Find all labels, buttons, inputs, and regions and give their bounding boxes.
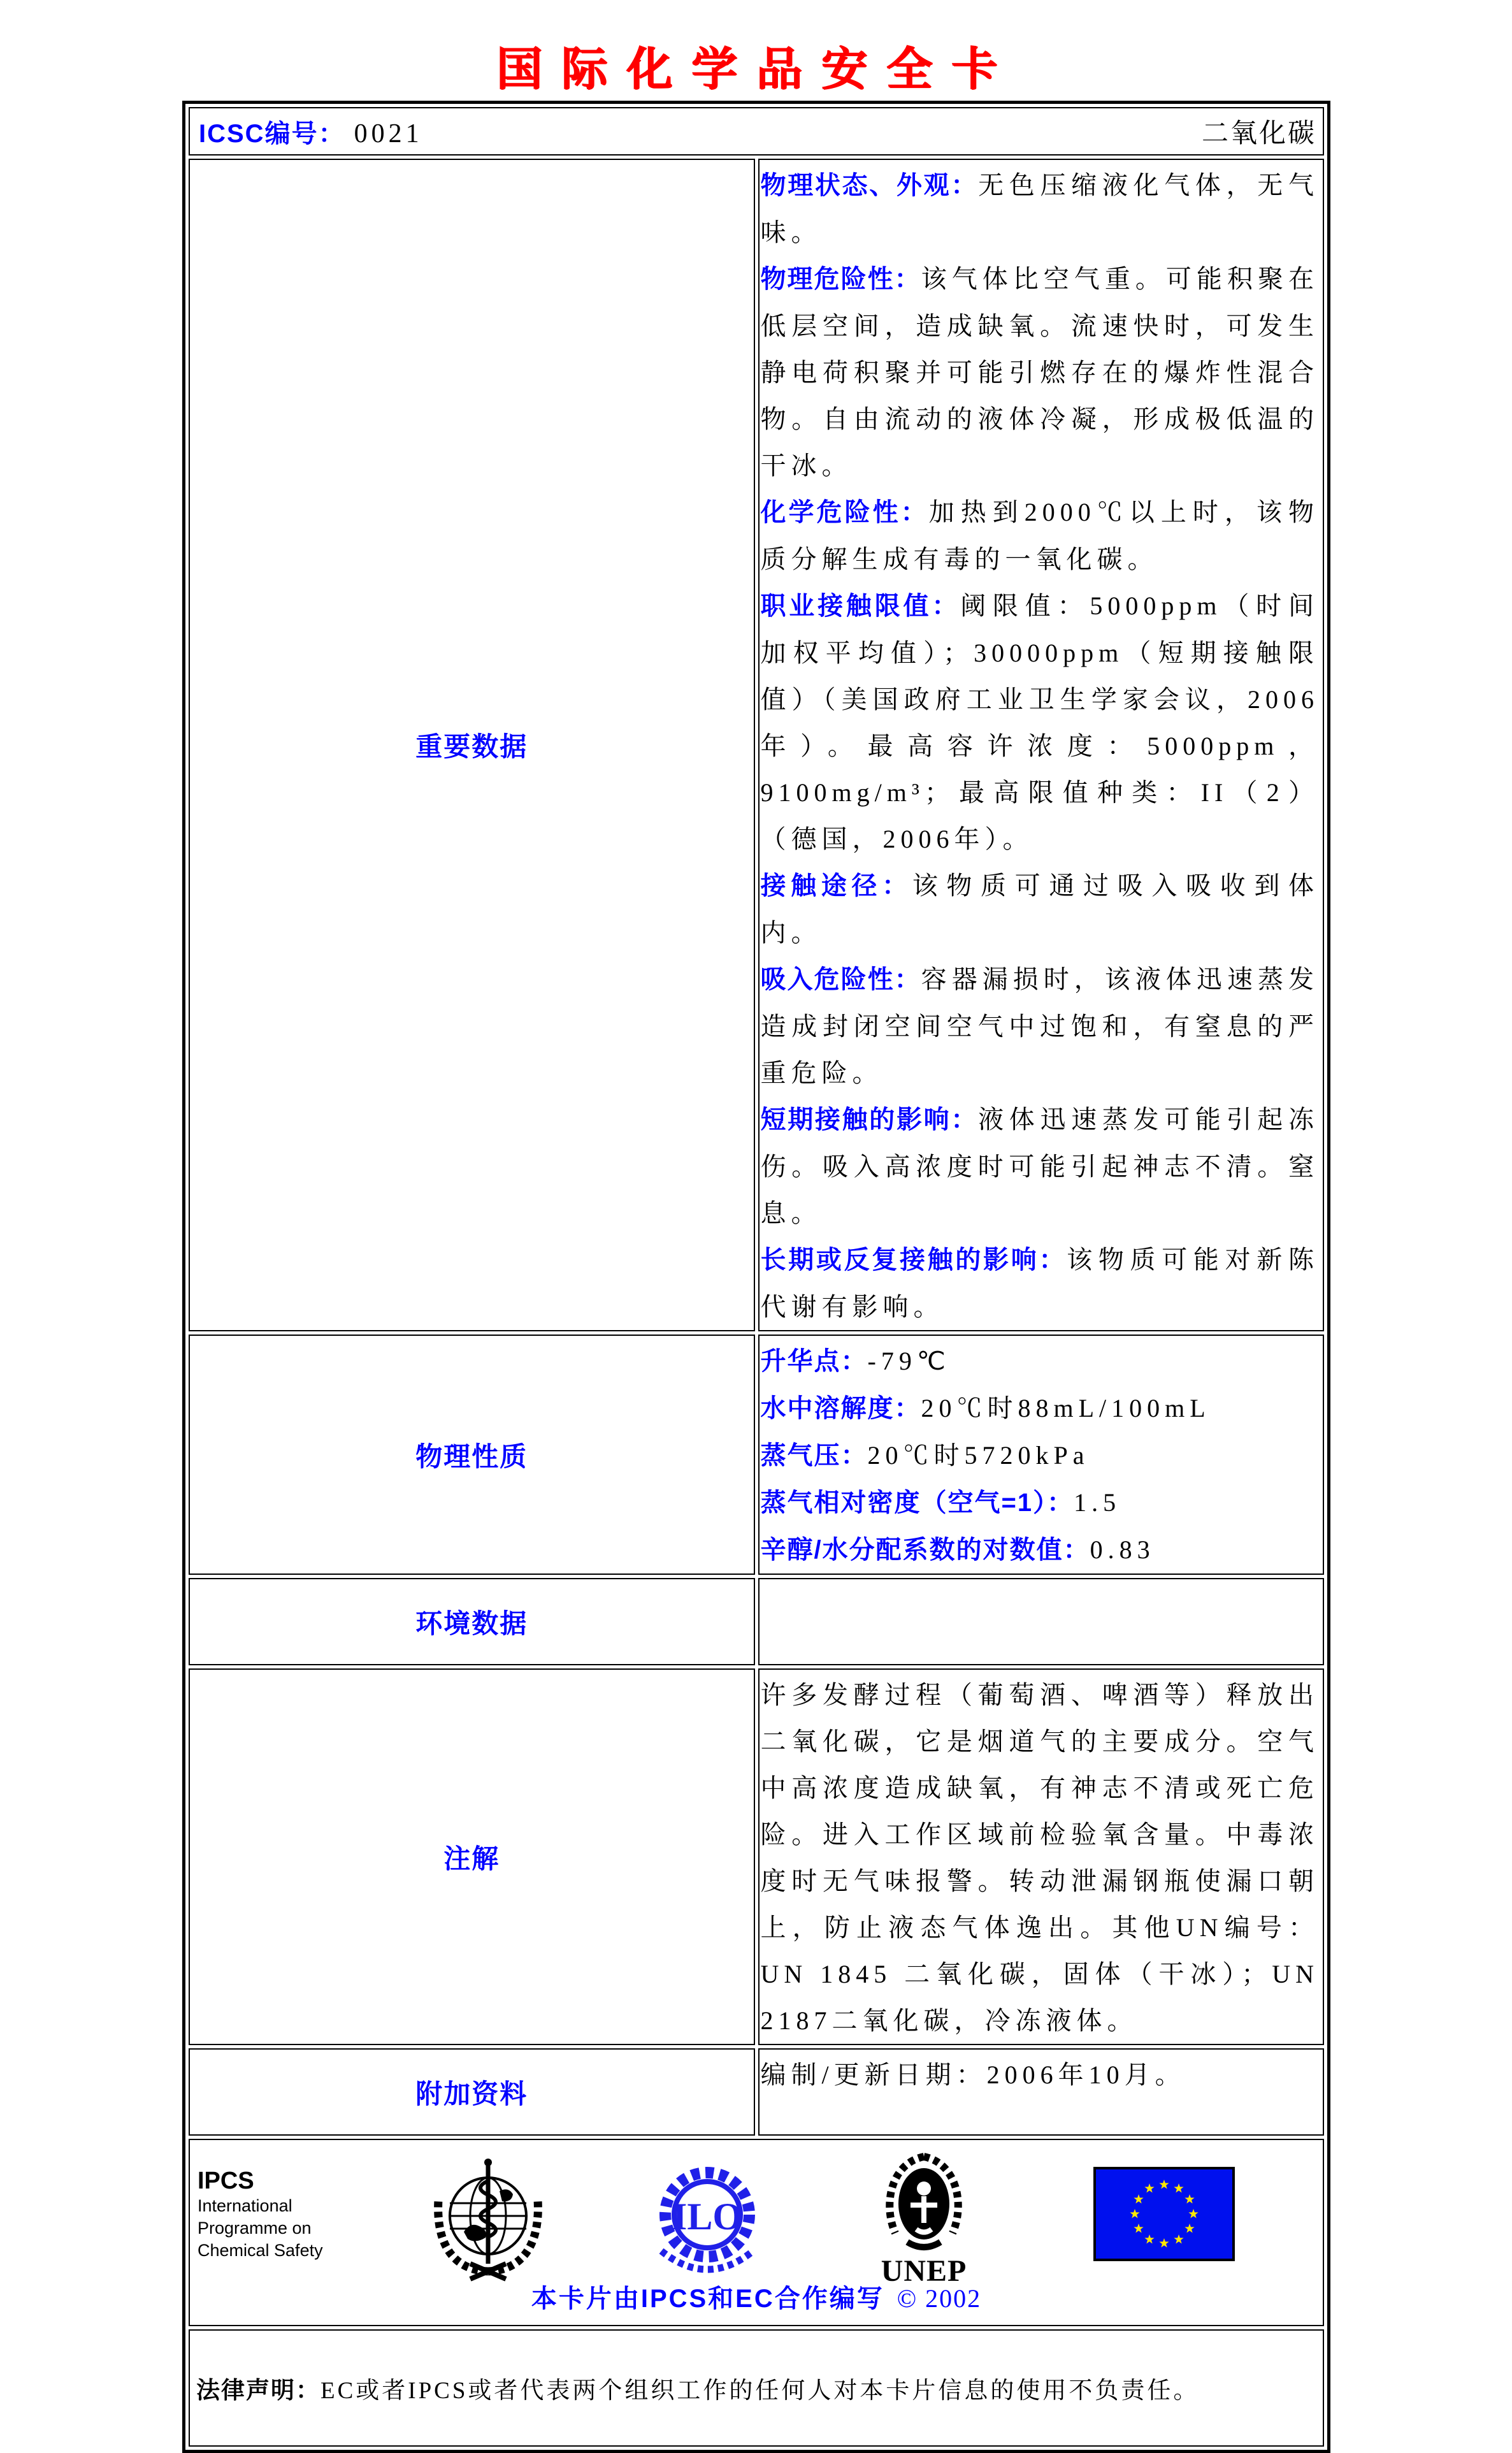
additional-info-row bbox=[189, 2048, 1324, 2136]
eu-flag-icon bbox=[1093, 2167, 1235, 2261]
page-title: 国际化学品安全卡 bbox=[496, 44, 1016, 95]
field-inhalation-risk bbox=[761, 956, 1320, 1096]
section-label-important-data: 重要数据 bbox=[189, 159, 755, 1331]
field-vapor-density bbox=[761, 1479, 1320, 1526]
section-label-notes: 注解 bbox=[189, 1668, 755, 2045]
field-chemical-danger bbox=[761, 489, 1320, 582]
field-label: 水中溶解度： bbox=[760, 1394, 921, 1422]
field-text: 容器漏损时，该液体迅速蒸发造成封闭空间空气中过饱和，有窒息的严重危险。 bbox=[760, 965, 1320, 1087]
field-water-solubility bbox=[761, 1385, 1320, 1432]
field-short-term-effects bbox=[761, 1096, 1320, 1236]
field-long-term-effects bbox=[761, 1236, 1320, 1330]
field-occupational-limits bbox=[761, 582, 1320, 862]
icsc-number bbox=[199, 113, 423, 150]
important-data-content bbox=[758, 159, 1325, 1331]
field-label: 物理危险性： bbox=[760, 265, 921, 293]
additional-info-content bbox=[758, 2048, 1325, 2136]
caption-main: 本卡片由IPCS和EC合作编写 bbox=[531, 2285, 884, 2313]
field-vapor-pressure bbox=[761, 1432, 1320, 1479]
legal-cell bbox=[189, 2329, 1324, 2447]
environmental-data-row bbox=[189, 1578, 1324, 1665]
icsc-card-table bbox=[182, 101, 1330, 2453]
legal-label: 法律声明： bbox=[196, 2377, 320, 2403]
unep-text: UNEP bbox=[881, 2254, 967, 2288]
important-data-row bbox=[189, 159, 1324, 1331]
field-label: 接触途径： bbox=[760, 872, 912, 900]
field-text: -79℃ bbox=[867, 1347, 951, 1375]
header-cell bbox=[189, 107, 1324, 156]
legal-text: EC或者IPCS或者代表两个组织工作的任何人对本卡片信息的使用不负责任。 bbox=[320, 2378, 1200, 2404]
field-label: 短期接触的影响： bbox=[760, 1106, 979, 1134]
field-physical-danger bbox=[761, 256, 1320, 489]
section-label-physical-properties: 物理性质 bbox=[189, 1335, 755, 1575]
field-text: 该物质可能对新陈代谢有影响。 bbox=[760, 1245, 1320, 1321]
field-text: 加热到2000℃以上时，该物质分解生成有毒的一氧化碳。 bbox=[760, 498, 1319, 574]
field-exposure-routes bbox=[761, 862, 1320, 956]
ipcs-line: International bbox=[198, 2196, 292, 2215]
chemical-name: 二氧化碳 bbox=[1201, 119, 1316, 148]
field-sublimation-point bbox=[761, 1338, 1320, 1385]
logos-cell bbox=[189, 2139, 1324, 2326]
field-label: 化学危险性： bbox=[760, 498, 929, 526]
who-emblem-icon bbox=[424, 2154, 552, 2285]
field-text: 液体迅速蒸发可能引起冻伤。吸入高浓度时可能引起神志不清。窒息。 bbox=[760, 1105, 1320, 1227]
additional-info-text: 编制/更新日期：2006年10月。 bbox=[760, 2060, 1186, 2089]
ilo-letters: ILO bbox=[672, 2196, 743, 2238]
section-label-additional-info: 附加资料 bbox=[189, 2048, 755, 2136]
notes-row bbox=[189, 1668, 1324, 2045]
field-text: 无色压缩液化气体，无气味。 bbox=[760, 171, 1320, 247]
header-row bbox=[189, 107, 1324, 156]
field-label: 长期或反复接触的影响： bbox=[760, 1246, 1067, 1274]
ilo-emblem-icon bbox=[650, 2154, 765, 2285]
ipcs-line: Programme on bbox=[198, 2218, 312, 2238]
field-label: 升华点： bbox=[760, 1347, 868, 1375]
field-label: 蒸气压： bbox=[760, 1442, 868, 1470]
ipcs-block bbox=[198, 2167, 323, 2262]
field-text: 该气体比空气重。可能积聚在低层空间，造成缺氧。流速快时，可发生静电荷积聚并可能引燃存在的爆炸性混合物。自由流动的液体冷凝，形成极低温的干冰。 bbox=[760, 264, 1320, 480]
physical-properties-content bbox=[758, 1335, 1325, 1575]
ipcs-line: Chemical Safety bbox=[198, 2241, 323, 2260]
field-text: 0.83 bbox=[1090, 1535, 1155, 1564]
notes-text: 许多发酵过程（葡萄酒、啤酒等）释放出二氧化碳，它是烟道气的主要成分。空气中高浓度造成缺氧，有神志不清或死亡危险。进入工作区域前检验氧含量。中毒浓度时无气味报警。转动泄漏钢瓶使漏口朝上，防止液态气体逸出。其他UN编号：UN 1845 二氧化碳，固体（干冰）；UN 2187二氧化碳，冷冻液体。 bbox=[760, 1681, 1319, 2035]
legal-row bbox=[189, 2329, 1324, 2447]
field-text: 20℃时5720kPa bbox=[867, 1441, 1090, 1470]
field-text: 1.5 bbox=[1074, 1488, 1121, 1517]
ipcs-acronym: IPCS bbox=[198, 2167, 254, 2194]
caption-copyright: © 2002 bbox=[896, 2284, 982, 2313]
field-label: 吸入危险性： bbox=[760, 966, 921, 994]
field-label: 蒸气相对密度（空气=1）： bbox=[760, 1489, 1074, 1517]
notes-content bbox=[758, 1668, 1325, 2045]
unep-emblem-icon bbox=[870, 2153, 977, 2254]
icsc-number-value: 0021 bbox=[354, 119, 423, 148]
footer-caption bbox=[190, 2281, 1323, 2322]
field-text: 20℃时88mL/100mL bbox=[921, 1394, 1211, 1422]
icsc-number-label: ICSC编号： bbox=[199, 119, 345, 148]
field-label: 物理状态、外观： bbox=[760, 171, 979, 199]
field-label: 辛醇/水分配系数的对数值： bbox=[760, 1536, 1090, 1564]
section-label-environmental-data: 环境数据 bbox=[189, 1578, 755, 1665]
field-text: 该物质可通过吸入吸收到体内。 bbox=[760, 871, 1319, 947]
physical-properties-row bbox=[189, 1335, 1324, 1575]
logos-row bbox=[189, 2139, 1324, 2326]
environmental-data-content bbox=[758, 1578, 1325, 1665]
field-text: 阈限值：5000ppm（时间加权平均值）；30000ppm（短期接触限值）（美国政府工业卫生学家会议，2006年）。最高容许浓度：5000ppm，9100mg/m³；最高限值种类：II（2）（德国，2006年）。 bbox=[760, 591, 1319, 853]
field-partition-coefficient bbox=[761, 1526, 1320, 1574]
field-label: 职业接触限值： bbox=[760, 592, 961, 620]
field-physical-state bbox=[761, 162, 1320, 256]
